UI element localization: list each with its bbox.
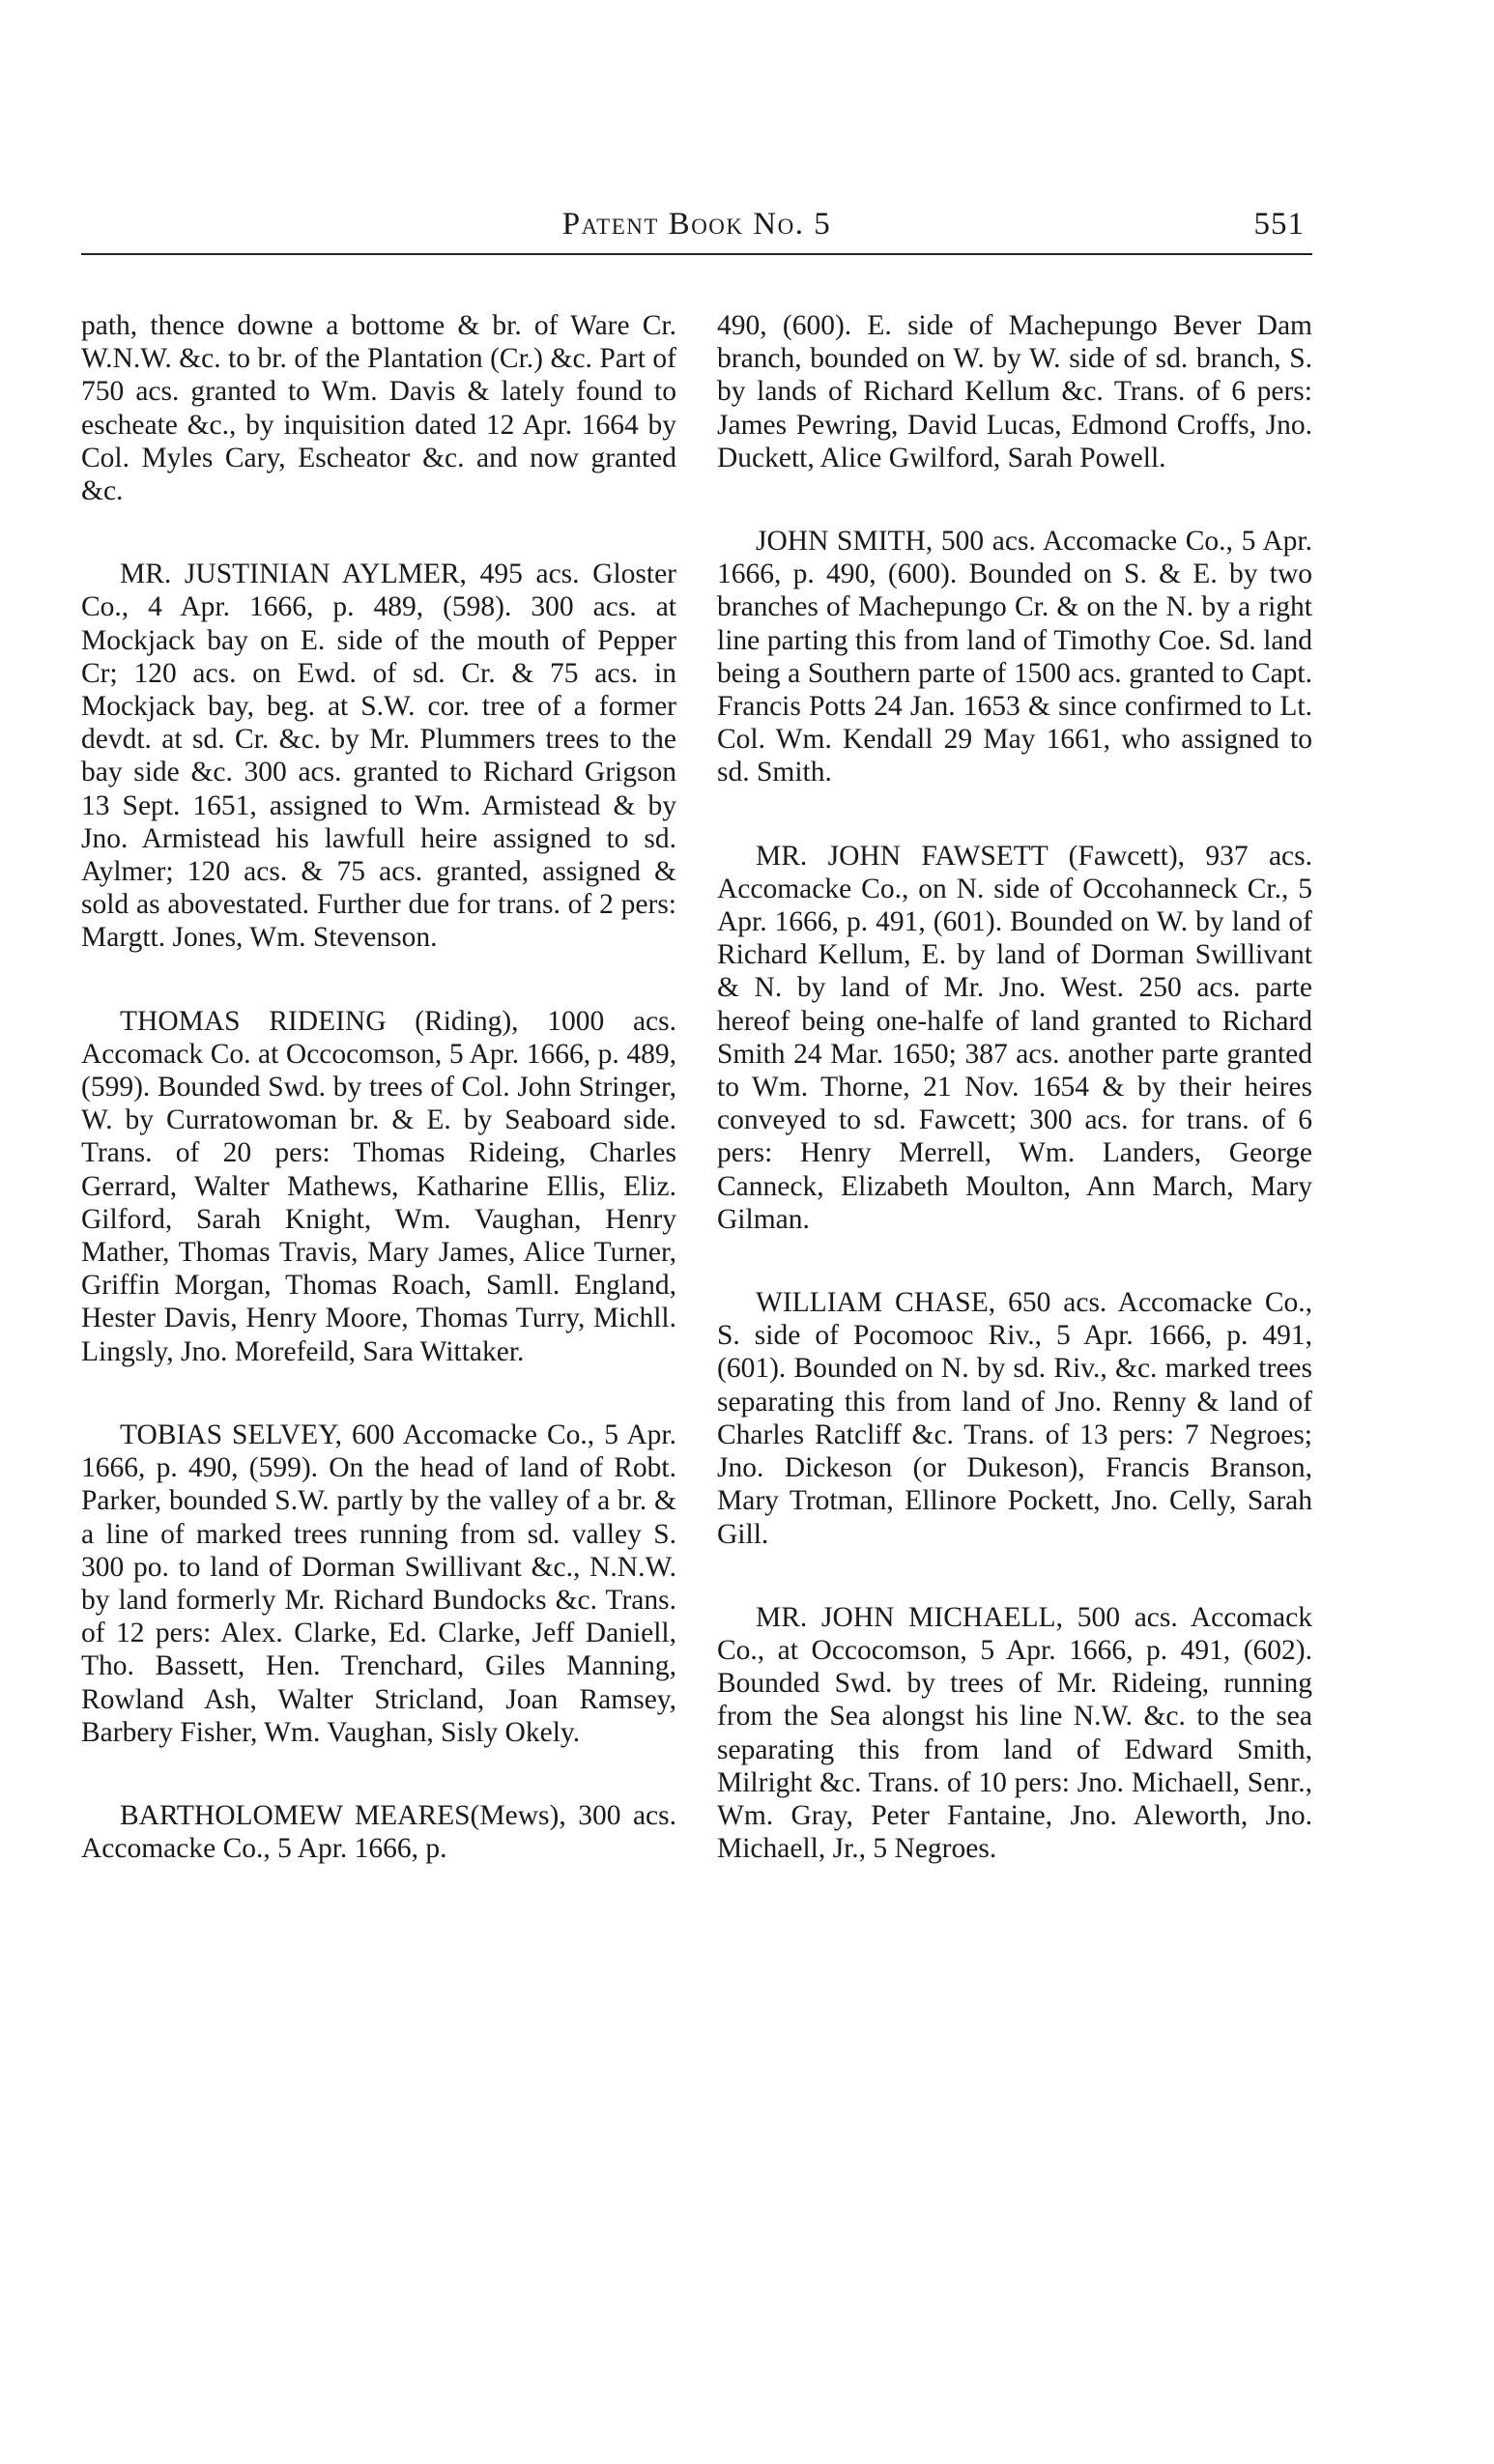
entry-john-fawsett: MR. JOHN FAWSETT (Fawcett), 937 acs. Accomacke Co., on N. side of Occohanneck Cr., 5 Apr. 1666, p. 491, (601). Bounded on W. by land of Richard Kellum, E. by land of Dorman Swillivant & N. by land of Mr. Jno. West. 250 acs. parte hereof being one-halfe of land granted to Richard Smith 24 Mar. 1650; 387 acs. another parte granted to Wm. Thorne, 21 Nov. 1654 & by their heires conveyed to sd. Fawcett; 300 acs. for trans. of 6 pers: Henry Merrell, Wm. Landers, George Canneck, Elizabeth Moulton, Ann March, Mary Gilman. (717, 840, 1312, 1235)
right-column (717, 309, 1312, 1865)
page-header (81, 203, 1312, 249)
entry-justinian-aylmer: MR. JUSTINIAN AYLMER, 495 acs. Gloster Co., 4 Apr. 1666, p. 489, (598). 300 acs. at Mockjack bay on E. side of the mouth of Pepper Cr; 120 acs. on Ewd. of sd. Cr. & 75 acs. in Mockjack bay, beg. at S.W. cor. tree of a former devdt. at sd. Cr. &c. by Mr. Plummers trees to the bay side &c. 300 acs. granted to Richard Grigson 13 Sept. 1651, assigned to Wm. Armistead & by Jno. Armistead his lawfull heire assigned to sd. Aylmer; 120 acs. & 75 acs. granted, assigned & sold as abovestated. Further due for trans. of 2 pers: Margtt. Jones, Wm. Stevenson. (81, 559, 676, 954)
header-rule (81, 253, 1312, 255)
page-number: 551 (1253, 207, 1305, 242)
left-column (81, 309, 676, 1865)
entry-bartholomew-meares: BARTHOLOMEW MEARES(Mews), 300 acs. Accomacke Co., 5 Apr. 1666, p. (81, 1799, 676, 1865)
continued-entry: path, thence downe a bottome & br. of Ware Cr. W.N.W. &c. to br. of the Plantation (Cr.) &c. Part of 750 acs. granted to Wm. Davis & lately found to escheate &c., by inquisition dated 12 Apr. 1664 by Col. Myles Cary, Escheator &c. and now granted &c. (81, 310, 676, 507)
running-title: Patent Book No. 5 (561, 207, 832, 242)
entry-john-michaell: MR. JOHN MICHAELL, 500 acs. Accomack Co., at Occocomson, 5 Apr. 1666, p. 491, (602). Bounded Swd. by trees of Mr. Rideing, running from the Sea alongst his line N.W. &c. to the sea separating this from land of Edward Smith, Milright &c. Trans. of 10 pers: Jno. Michaell, Senr., Wm. Gray, Peter Fantaine, Jno. Aleworth, Jno. Michaell, Jr., 5 Negroes. (717, 1601, 1312, 1865)
entry-william-chase: WILLIAM CHASE, 650 acs. Accomacke Co., S. side of Pocomooc Riv., 5 Apr. 1666, p. 491, (601). Bounded on N. by sd. Riv., &c. marked trees separating this from land of Jno. Renny & land of Charles Ratcliff &c. Trans. of 13 pers: 7 Negroes; Jno. Dickeson (or Dukeson), Francis Branson, Mary Trotman, Ellinore Pockett, Jno. Celly, Sarah Gill. (717, 1287, 1312, 1550)
entry-tobias-selvey: TOBIAS SELVEY, 600 Accomacke Co., 5 Apr. 1666, p. 490, (599). On the head of land of Robt. Parker, bounded S.W. partly by the valley of a br. & a line of marked trees running from sd. valley S. 300 po. to land of Dorman Swillivant &c., N.N.W. by land formerly Mr. Richard Bundocks &c. Trans. of 12 pers: Alex. Clarke, Ed. Clarke, Jeff Daniell, Tho. Bassett, Hen. Trenchard, Giles Manning, Rowland Ash, Walter Stricland, Joan Ramsey, Barbery Fisher, Wm. Vaughan, Sisly Okely. (81, 1418, 676, 1748)
continued-entry-bartholomew-meares: 490, (600). E. side of Machepungo Bever Dam branch, bounded on W. by W. side of sd. branch, S. by lands of Richard Kellum &c. Trans. of 6 pers: James Pewring, David Lucas, Edmond Croffs, Jno. Duckett, Alice Gwilford, Sarah Powell. (717, 310, 1312, 473)
entry-john-smith: JOHN SMITH, 500 acs. Accomacke Co., 5 Apr. 1666, p. 490, (600). Bounded on S. & E. by two branches of Machepungo Cr. & on the N. by a right line parting this from land of Timothy Coe. Sd. land being a Southern parte of 1500 acs. granted to Capt. Francis Potts 24 Jan. 1653 & since confirmed to Lt. Col. Wm. Kendall 29 May 1661, who assigned to sd. Smith. (717, 526, 1312, 788)
entry-thomas-rideing: THOMAS RIDEING (Riding), 1000 acs. Accomack Co. at Occocomson, 5 Apr. 1666, p. 489, (599). Bounded Swd. by trees of Col. John Stringer, W. by Curratowoman br. & E. by Seaboard side. Trans. of 20 pers: Thomas Rideing, Charles Gerrard, Walter Mathews, Katharine Ellis, Eliz. Gilford, Sarah Knight, Wm. Vaughan, Henry Mather, Thomas Travis, Mary James, Alice Turner, Griffin Morgan, Thomas Roach, Samll. England, Hester Davis, Henry Moore, Thomas Turry, Michll. Lingsly, Jno. Morefeild, Sara Wittaker. (81, 1005, 676, 1367)
